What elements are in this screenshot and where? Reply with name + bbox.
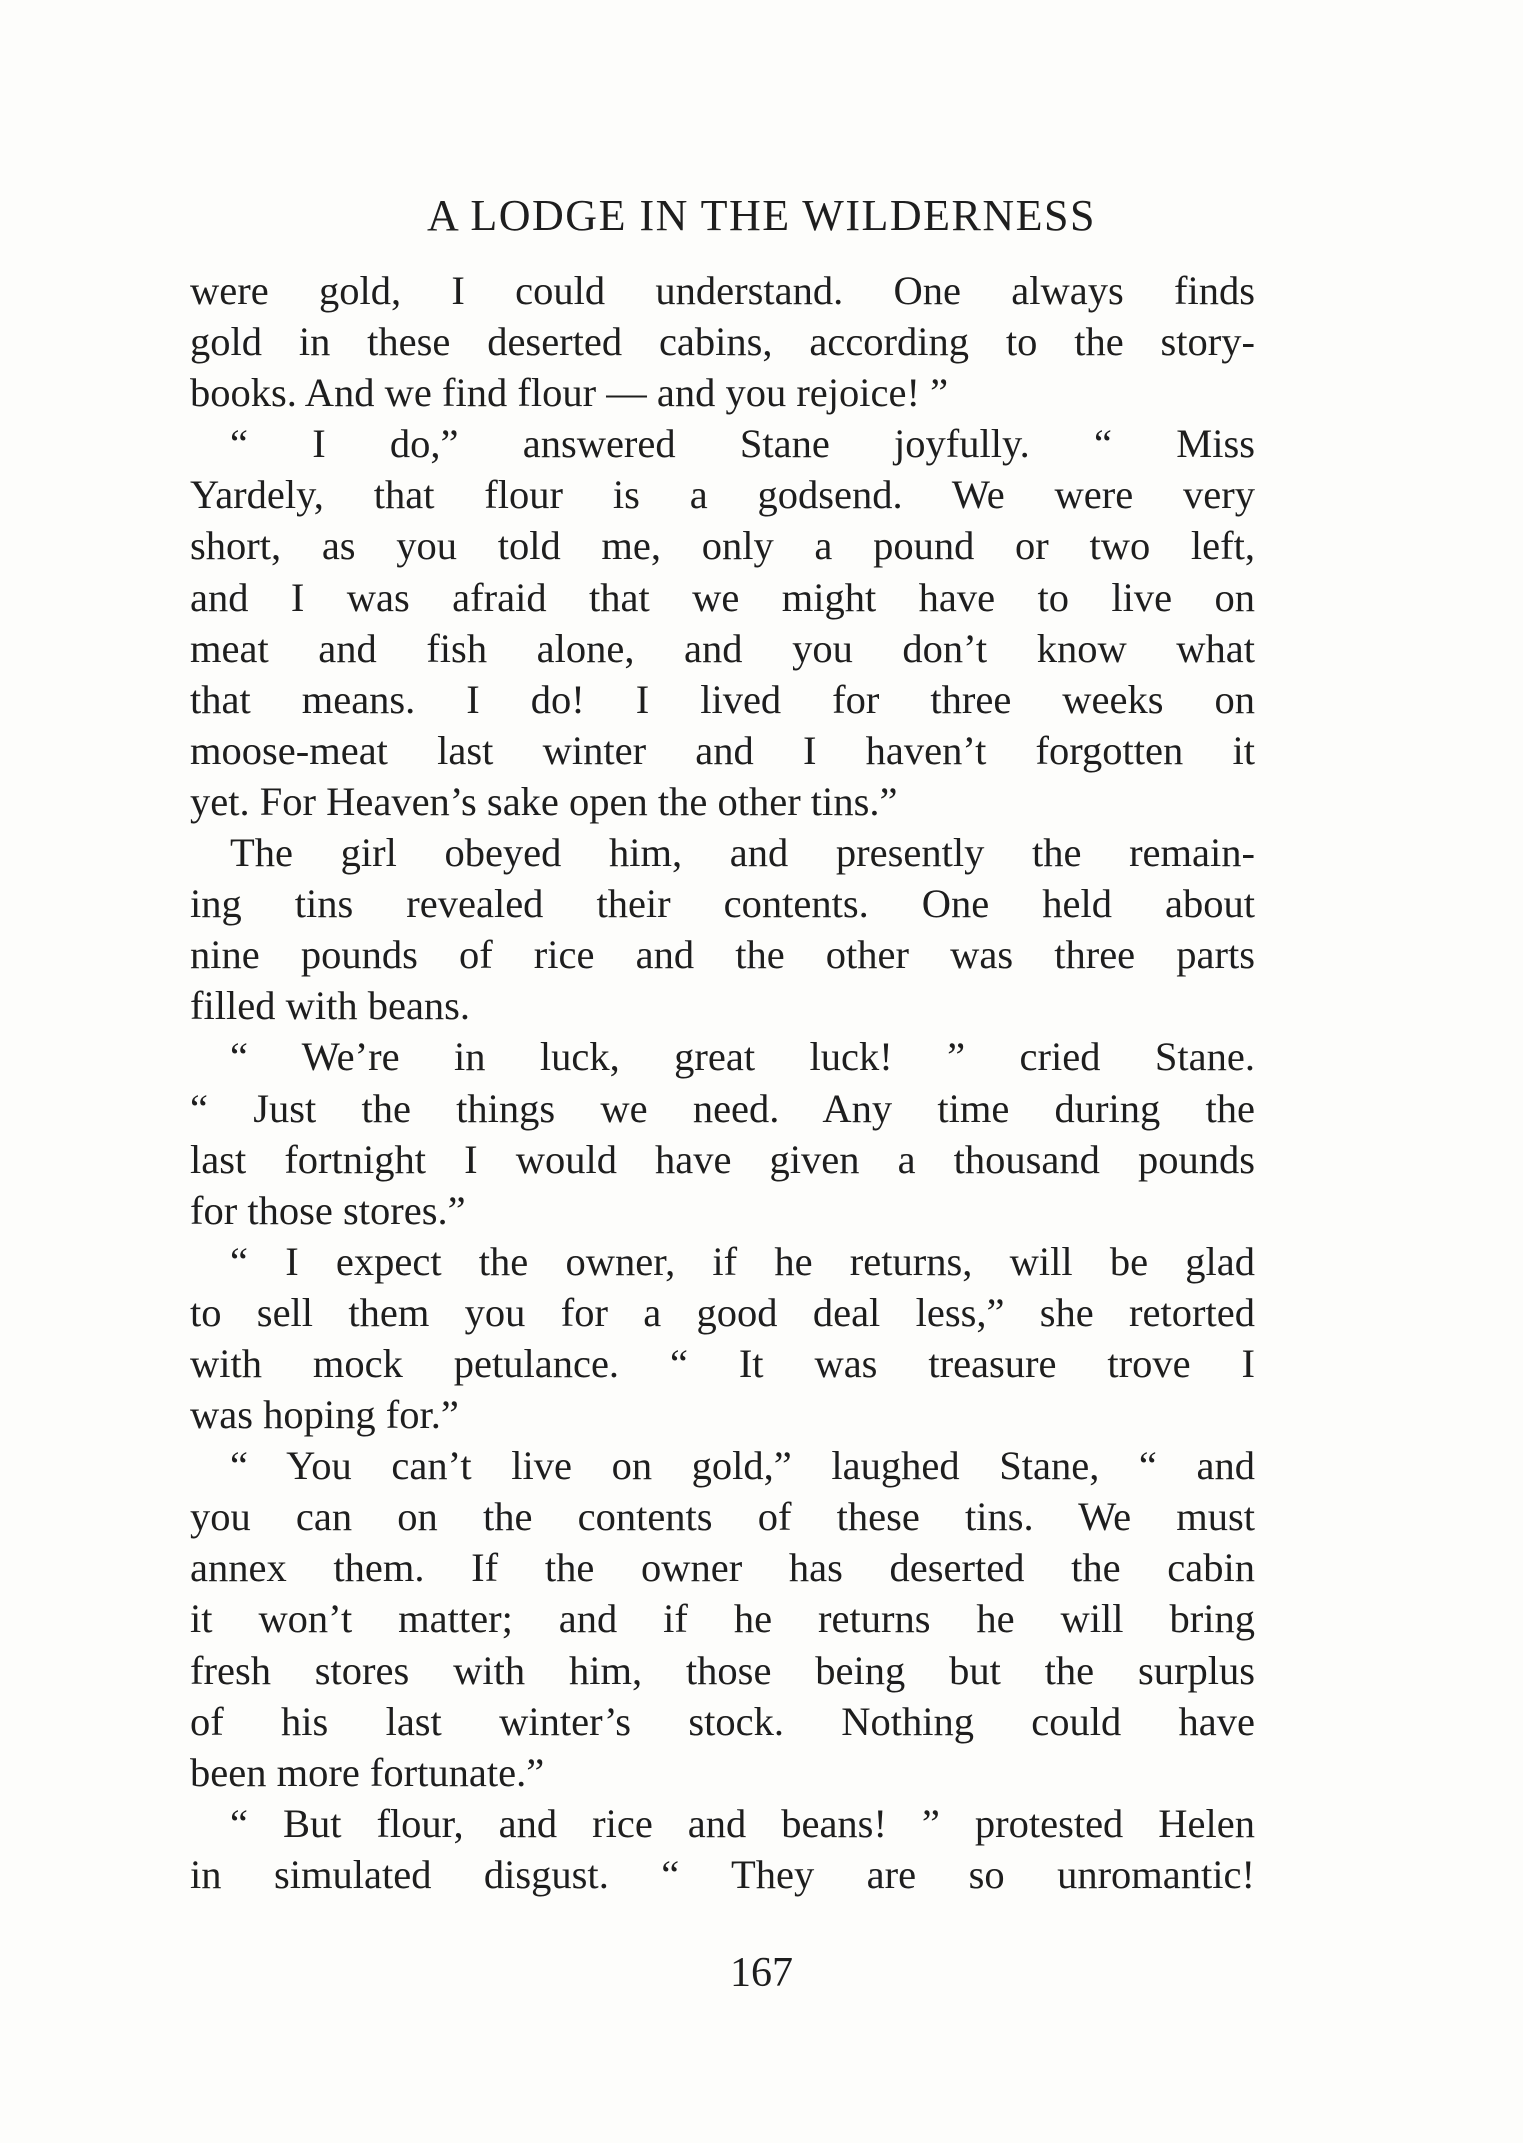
text-line: and I was afraid that we might have to live on xyxy=(190,574,1255,620)
running-title: A LODGE IN THE WILDERNESS xyxy=(427,191,1096,240)
text-line: “ I do,” answered Stane joyfully. “ Miss xyxy=(230,421,1255,467)
text-line: short, as you told me, only a pound or two left, xyxy=(190,523,1255,569)
text-line: for those stores.” xyxy=(190,1187,466,1233)
text-line: annex them. If the owner has deserted the cabin xyxy=(190,1545,1255,1591)
text-line: were gold, I could understand. One always finds xyxy=(190,268,1255,313)
text-line: “ I expect the owner, if he returns, will be glad xyxy=(230,1238,1255,1284)
text-line: in simulated disgust. “ They are so unromantic! xyxy=(190,1851,1255,1897)
text-line: yet. For Heaven’s sake open the other tins.” xyxy=(190,778,898,824)
body-text xyxy=(190,265,1255,1900)
text-line: moose-meat last winter and I haven’t forgotten it xyxy=(190,727,1255,773)
text-line: that means. I do! I lived for three weeks on xyxy=(190,676,1255,722)
text-line: “ Just the things we need. Any time during the xyxy=(190,1085,1255,1131)
text-line: ing tins revealed their contents. One held about xyxy=(190,881,1255,927)
text-line: with mock petulance. “ It was treasure trove I xyxy=(190,1340,1255,1386)
text-line: “ We’re in luck, great luck! ” cried Stane. xyxy=(230,1034,1255,1080)
text-line: been more fortunate.” xyxy=(190,1749,545,1795)
text-line: fresh stores with him, those being but the surplus xyxy=(190,1647,1255,1693)
text-line: it won’t matter; and if he returns he will bring xyxy=(190,1596,1255,1642)
text-line: of his last winter’s stock. Nothing could have xyxy=(190,1698,1255,1744)
text-line: “ You can’t live on gold,” laughed Stane, “ and xyxy=(230,1443,1255,1489)
text-line: The girl obeyed him, and presently the remain- xyxy=(230,830,1255,876)
text-line: “ But flour, and rice and beans! ” protested Helen xyxy=(230,1800,1255,1846)
text-line: nine pounds of rice and the other was three parts xyxy=(190,932,1255,978)
text-line: meat and fish alone, and you don’t know what xyxy=(190,625,1255,671)
text-line: was hoping for.” xyxy=(190,1392,459,1438)
page-number: 167 xyxy=(730,1950,793,1996)
text-line: books. And we find flour — and you rejoice! ” xyxy=(190,370,949,416)
text-line: to sell them you for a good deal less,” she retorted xyxy=(190,1289,1255,1335)
text-line: filled with beans. xyxy=(190,983,471,1029)
text-line: gold in these deserted cabins, according to the story- xyxy=(190,319,1255,365)
text-line: you can on the contents of these tins. We must xyxy=(190,1494,1255,1540)
text-line: Yardely, that flour is a godsend. We were very xyxy=(190,472,1255,518)
text-line: last fortnight I would have given a thousand pounds xyxy=(190,1136,1255,1182)
